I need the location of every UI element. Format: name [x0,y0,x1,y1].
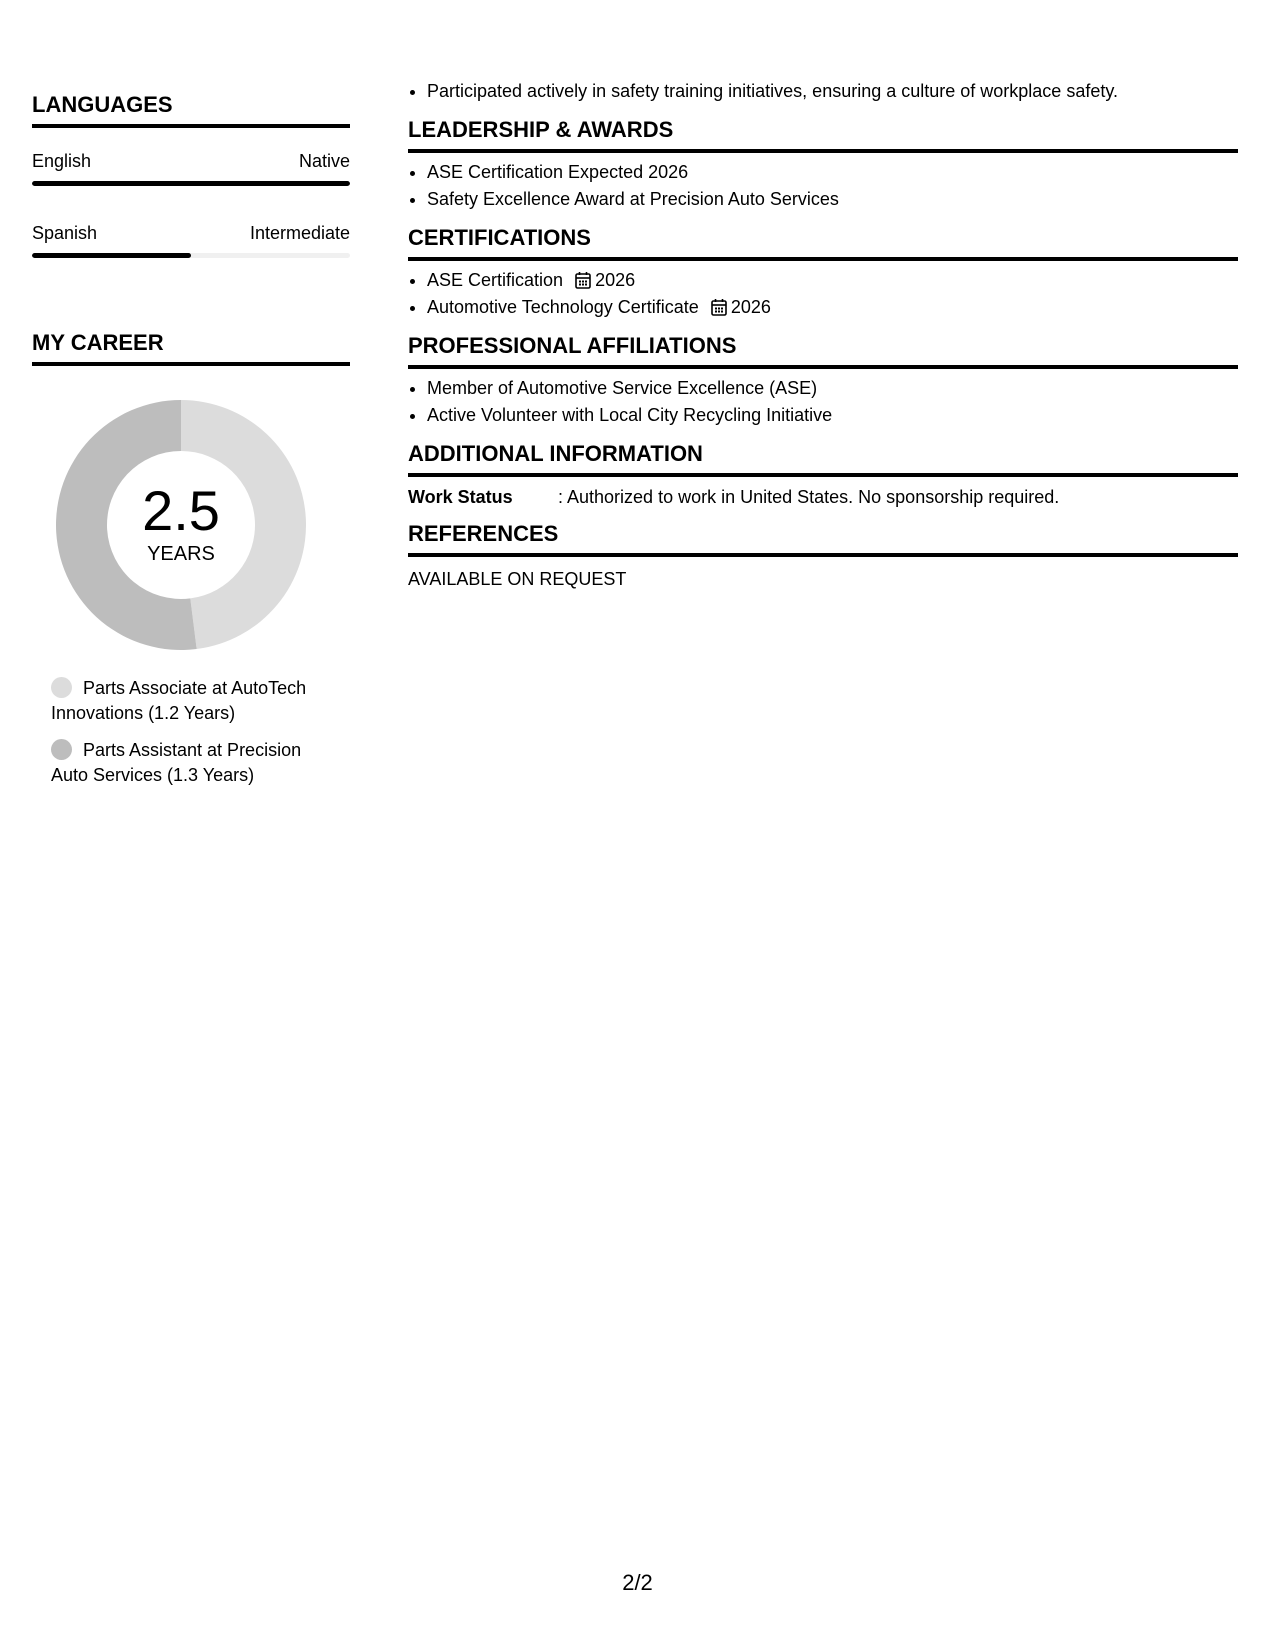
career-total-unit: YEARS [147,543,215,565]
career-legend-item [51,738,341,788]
certification-item [427,294,1238,321]
certification-year: 2026 [730,297,771,317]
references-section [408,521,1238,591]
work-status-row [408,485,1238,509]
language-name: Spanish [32,223,98,243]
list-item: • Member of Automotive Service Excellence (ASE) [427,375,1238,402]
language-proficiency-fill [32,181,350,186]
language-proficiency-bar [32,253,350,258]
career-total [56,479,306,566]
certifications-title: CERTIFICATIONS [408,225,1238,261]
career-total-value: 2.5 [142,479,220,542]
additional-info-section [408,441,1238,509]
certification-item [427,267,1238,294]
certification-year: 2026 [595,270,636,290]
calendar-icon [711,298,727,316]
language-level: Native [298,151,350,171]
left-column [32,92,350,800]
list-item: • Safety Excellence Award at Precision Auto Services [427,186,1238,213]
legend-dot [51,677,72,698]
language-proficiency-bar [32,181,350,186]
affiliations-section [408,333,1238,429]
language-item [32,222,350,258]
certification-name: ASE Certification [427,270,564,290]
right-column [408,78,1238,591]
list-item: • Active Volunteer with Local City Recycling Initiative [427,402,1238,429]
certification-name: Automotive Technology Certificate [427,297,699,317]
language-item [32,150,350,186]
languages-title: LANGUAGES [32,92,350,128]
career-title: MY CAREER [32,330,350,366]
legend-dot [51,739,72,760]
work-status-value: : Authorized to work in United States. No sponsorship required. [558,487,1060,507]
career-legend-item [51,676,341,726]
additional-info-title: ADDITIONAL INFORMATION [408,441,1238,477]
leadership-section [408,117,1238,213]
list-item: • Participated actively in safety training initiatives, ensuring a culture of workplace safety. [427,78,1238,105]
legend-label: Parts Assistant at Precision Auto Services (1.3 Years) [51,740,302,785]
leadership-title: LEADERSHIP & AWARDS [408,117,1238,153]
references-text: AVAILABLE ON REQUEST [408,569,627,589]
references-title: REFERENCES [408,521,1238,557]
list-item: • ASE Certification Expected 2026 [427,159,1238,186]
career-section [32,330,350,788]
work-status-label: Work Status [408,487,513,507]
career-legend [51,676,341,788]
language-name: English [32,151,92,171]
career-donut-chart [56,400,306,650]
page-number: 2/2 [622,1570,653,1595]
affiliations-title: PROFESSIONAL AFFILIATIONS [408,333,1238,369]
experience-bullets [408,78,1238,105]
language-proficiency-fill [32,253,191,258]
legend-label: Parts Associate at AutoTech Innovations (1.2 Years) [51,678,307,723]
certifications-section [408,225,1238,321]
calendar-icon [575,271,591,289]
language-level: Intermediate [249,223,350,243]
